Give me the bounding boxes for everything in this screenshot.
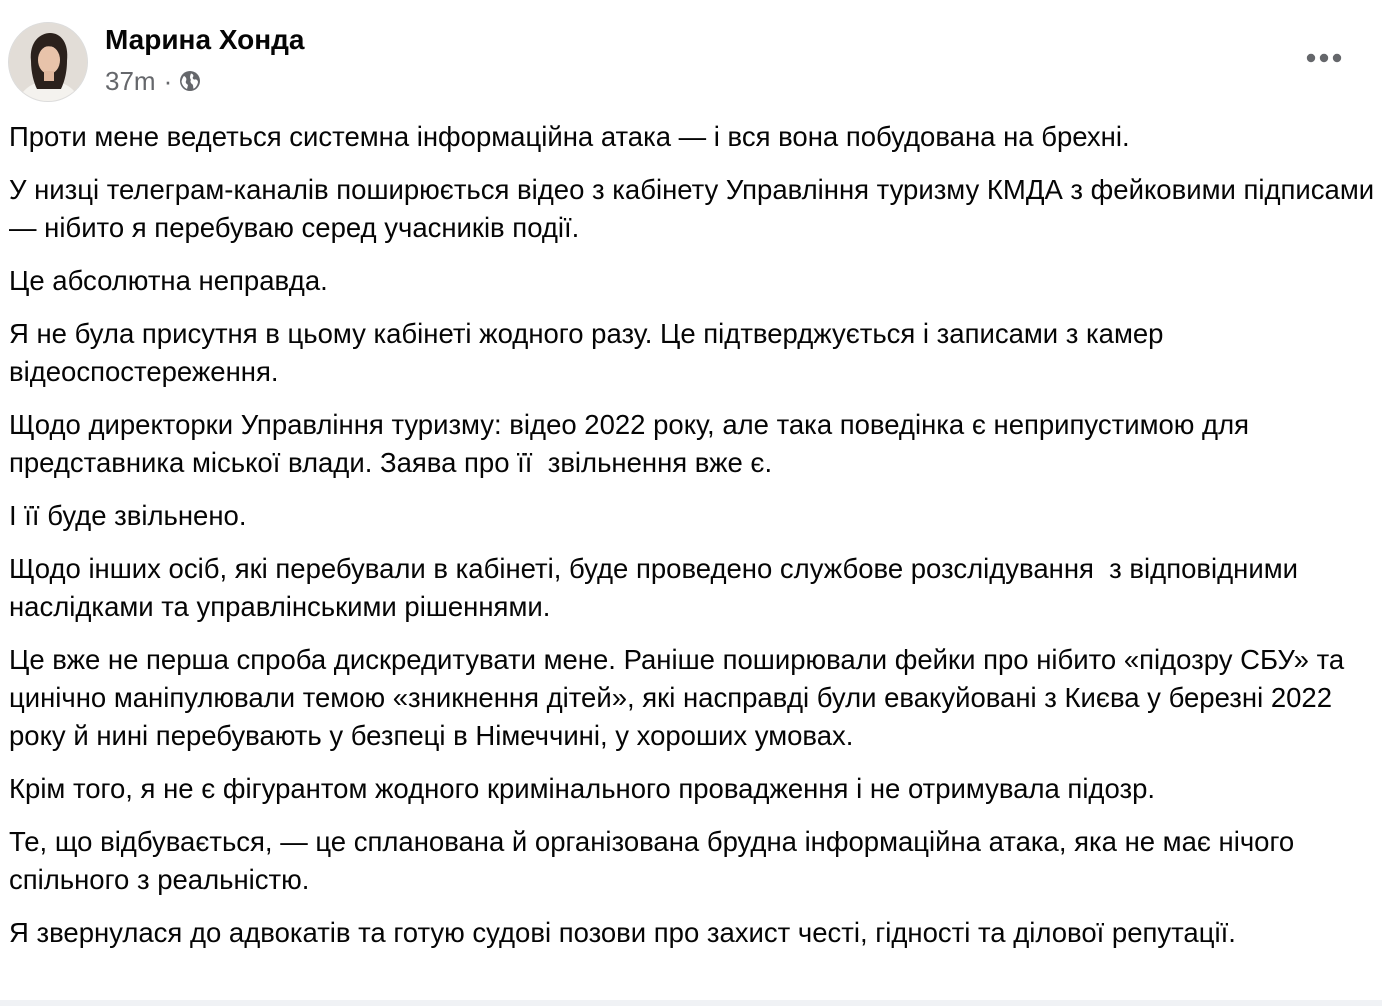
meta-separator: · <box>163 65 173 96</box>
post-paragraph: Крім того, я не є фігурантом жодного кримінального провадження і не отримувала підозр. <box>9 773 1156 804</box>
post-paragraph: Щодо директорки Управління туризму: відео 2022 року, але така поведінка є неприпустимою для представника міської влади. Заява про її звільнення вже є. <box>9 409 1257 478</box>
post-paragraph: Те, що відбувається, — це спланована й організована брудна інформаційна атака, яка не має нічого спільного з реальністю. <box>9 826 1302 895</box>
post-paragraph: Це вже не перша спроба дискредитувати мене. Раніше поширювали фейки про нібито «підозру СБУ» та цинічно маніпулювали темою «зникнення дітей», які насправді були евакуйовані з Києва у березні 2022 року й нині перебувають у безпеці в Німеччині, у хороших умовах. <box>9 644 1352 751</box>
bottom-edge <box>0 1000 1382 1006</box>
post-paragraph: Я не була присутня в цьому кабінеті жодного разу. Це підтверджується і записами з камер відеоспостереження. <box>9 318 1172 387</box>
post-header <box>0 0 1382 110</box>
post-text <box>9 118 1382 967</box>
author-name[interactable]: Марина Хонда <box>105 24 305 55</box>
post-paragraph: Проти мене ведеться системна інформаційна атака — і вся вона побудована на брехні. <box>9 121 1130 152</box>
avatar[interactable] <box>8 22 88 102</box>
post-paragraph: Це абсолютна неправда. <box>9 265 328 296</box>
more-options-button[interactable] <box>1296 38 1352 78</box>
post-meta <box>105 64 202 98</box>
post-paragraph: У низці телеграм-каналів поширюється відео з кабінету Управління туризму КМДА з фейковими підписами — нібито я перебуваю серед учасників події. <box>9 174 1382 243</box>
post-paragraph: Щодо інших осіб, які перебували в кабінеті, буде проведено службове розслідування з відповідними наслідками та управлінськими рішеннями. <box>9 553 1306 622</box>
more-dots-icon <box>1306 53 1342 63</box>
post-paragraph: Я звернулася до адвокатів та готую судові позови про захист честі, гідності та ділової репутації. <box>9 917 1236 948</box>
post-timestamp[interactable]: 37m <box>105 65 156 96</box>
globe-icon[interactable] <box>178 69 202 93</box>
avatar-photo <box>9 23 88 102</box>
post-paragraph: І її буде звільнено. <box>9 500 247 531</box>
